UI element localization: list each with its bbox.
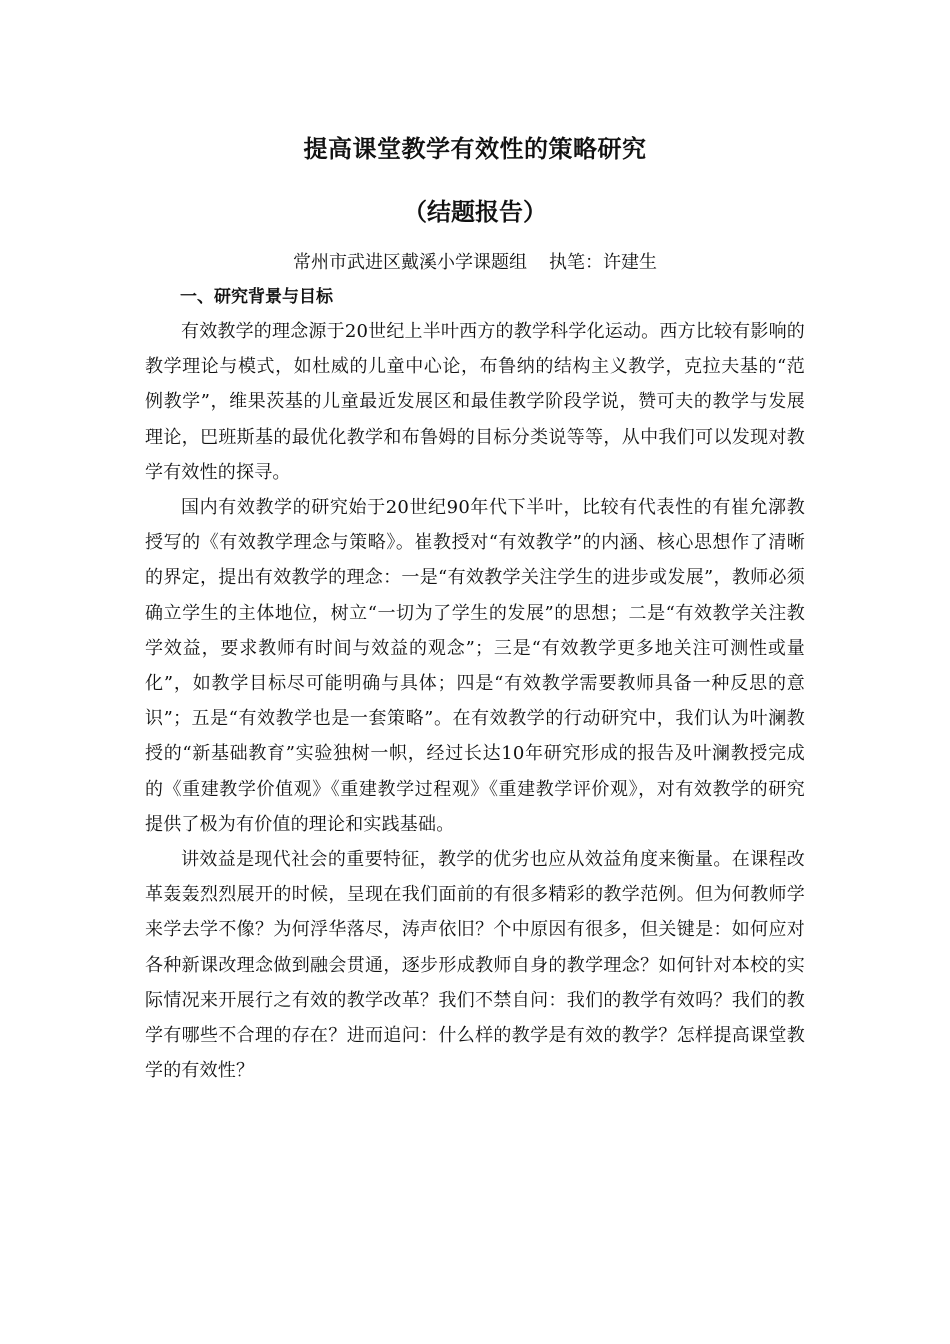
section-heading: 一、研究背景与目标 [180, 287, 333, 307]
document-title: 提高课堂教学有效性的策略研究 [303, 135, 647, 163]
document-subtitle: （结题报告） [403, 198, 547, 226]
author-writer: 执笔：许建生 [549, 252, 657, 273]
paragraph-2: 国内有效教学的研究始于20世纪90年代下半叶，比较有代表性的有崔允漷教授写的《有效教学理念与策略》。崔教授对“有效教学”的内涵、核心思想作了清晰的界定，提出有效教学的理念：一是“有效教学关注学生的进步或发展”，教师必须确立学生的主体地位，树立“一切为了学生的发展”的思想；二是“有效教学关注教学效益，要求教师有时间与效益的观念”；三是“有效教学更多地关注可测性或量化”，如教学目标尽可能明确与具体；四是“有效教学需要教师具备一种反思的意识”；五是“有效教学也是一套策略”。在有效教学的行动研究中，我们认为叶澜教授的“新基础教育”实验独树一帜，经过长达10年研究形成的报告及叶澜教授完成的《重建教学价值观》《重建教学过程观》《重建教学评价观》，对有效教学的研究提供了极为有价值的理论和实践基础。 [145, 497, 805, 835]
paragraph-3: 讲效益是现代社会的重要特征，教学的优劣也应从效益角度来衡量。在课程改革轰轰烈烈展开的时候，呈现在我们面前的有很多精彩的教学范例。但为何教师学来学去学不像？为何浮华落尽，涛声依旧？个中原因有很多，但关键是：如何应对各种新课改理念做到融会贯通，逐步形成教师自身的教学理念？如何针对本校的实际情况来开展行之有效的教学改革？我们不禁自问：我们的教学有效吗？我们的教学有哪些不合理的存在？进而追问：什么样的教学是有效的教学？怎样提高课堂教学的有效性？ [145, 849, 805, 1082]
body-text [145, 314, 805, 1088]
paragraph-1: 有效教学的理念源于20世纪上半叶西方的教学科学化运动。西方比较有影响的教学理论与模式，如杜威的儿童中心论，布鲁纳的结构主义教学，克拉夫基的“范例教学”，维果茨基的儿童最近发展区和最佳教学阶段学说，赞可夫的教学与发展理论，巴班斯基的最优化教学和布鲁姆的目标分类说等等，从中我们可以发现对教学有效性的探寻。 [145, 321, 805, 483]
author-organization: 常州市武进区戴溪小学课题组 [293, 252, 527, 273]
author-line [0, 251, 950, 275]
